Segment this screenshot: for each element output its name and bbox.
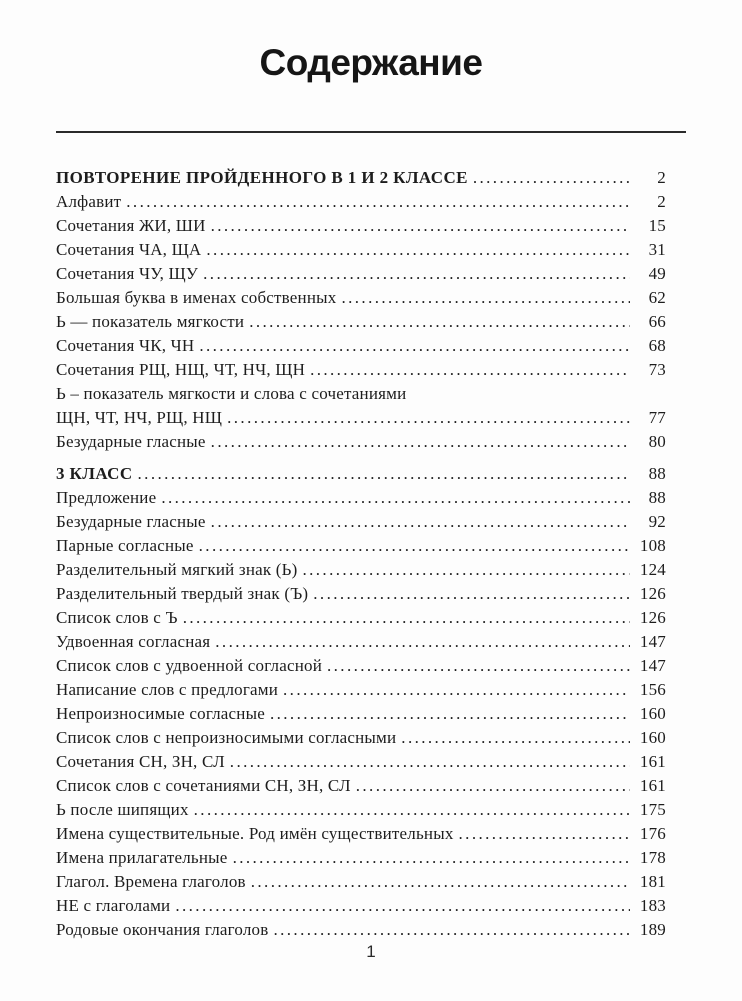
toc-entry-page: 147 xyxy=(639,631,666,651)
toc-row xyxy=(56,750,686,774)
dot-leader xyxy=(199,334,630,358)
toc-entry-title: Сочетания ЖИ, ШИ xyxy=(56,215,206,235)
toc-row xyxy=(56,846,686,870)
toc-row xyxy=(56,334,686,358)
dot-leader xyxy=(459,822,630,846)
dot-leader xyxy=(211,214,630,238)
toc-entry-title: Список слов с сочетаниями СН, ЗН, СЛ xyxy=(56,775,351,795)
dot-leader xyxy=(401,726,630,750)
toc-entry-page: 161 xyxy=(639,751,666,771)
toc-entry-page: 183 xyxy=(639,895,666,915)
toc-entry-title: Глагол. Времена глаголов xyxy=(56,871,246,891)
toc-entry-page: 2 xyxy=(657,167,666,187)
dot-leader xyxy=(283,678,630,702)
toc-row xyxy=(56,486,686,510)
toc-entry-title: Парные согласные xyxy=(56,535,194,555)
toc-entry-page: 15 xyxy=(648,215,666,235)
toc-row xyxy=(56,358,686,382)
toc-heading-row xyxy=(56,462,686,486)
toc-entry-title: Список слов с Ъ xyxy=(56,607,178,627)
toc-entry-page: 88 xyxy=(648,463,666,483)
dot-leader xyxy=(327,654,630,678)
toc-row xyxy=(56,774,686,798)
toc-row xyxy=(56,582,686,606)
toc-row xyxy=(56,238,686,262)
toc-entry-title: Имена существительные. Род имён существительных xyxy=(56,823,454,843)
table-of-contents xyxy=(56,166,686,942)
toc-entry-title: Алфавит xyxy=(56,191,122,211)
toc-row xyxy=(56,870,686,894)
dot-leader xyxy=(175,894,630,918)
toc-row xyxy=(56,654,686,678)
toc-entry-page: 73 xyxy=(648,359,666,379)
toc-entry-page: 62 xyxy=(648,287,666,307)
dot-leader xyxy=(161,486,630,510)
toc-row xyxy=(56,822,686,846)
toc-heading-row xyxy=(56,166,686,190)
toc-entry-page: 189 xyxy=(639,919,666,939)
toc-entry-page: 49 xyxy=(648,263,666,283)
page-number-footer: 1 xyxy=(366,941,376,961)
toc-entry-title: Разделительный твердый знак (Ъ) xyxy=(56,583,309,603)
toc-entry-title: Ь — показатель мягкости xyxy=(56,311,245,331)
toc-entry-page: 175 xyxy=(639,799,666,819)
toc-row xyxy=(56,382,686,406)
title-divider xyxy=(56,131,686,133)
toc-entry-title: Список слов с удвоенной согласной xyxy=(56,655,322,675)
toc-entry-page: 2 xyxy=(657,191,666,211)
dot-leader xyxy=(194,798,630,822)
dot-leader xyxy=(199,534,630,558)
toc-row xyxy=(56,630,686,654)
dot-leader xyxy=(313,582,630,606)
toc-entry-title: Написание слов с предлогами xyxy=(56,679,279,699)
toc-entry-page: 77 xyxy=(648,407,666,427)
page-title: Содержание xyxy=(259,42,483,83)
toc-entry-title: Разделительный мягкий знак (Ь) xyxy=(56,559,298,579)
toc-entry-page: 181 xyxy=(639,871,666,891)
toc-row xyxy=(56,702,686,726)
toc-entry-page: 31 xyxy=(648,239,666,259)
toc-row xyxy=(56,406,686,430)
toc-entry-page: 92 xyxy=(648,511,666,531)
dot-leader xyxy=(356,774,630,798)
toc-row xyxy=(56,894,686,918)
dot-leader xyxy=(473,166,630,190)
dot-leader xyxy=(211,430,630,454)
dot-leader xyxy=(126,190,630,214)
toc-row xyxy=(56,262,686,286)
toc-row xyxy=(56,510,686,534)
toc-entry-title: Список слов с непроизносимыми согласными xyxy=(56,727,397,747)
dot-leader xyxy=(183,606,630,630)
toc-entry-page: 156 xyxy=(639,679,666,699)
dot-leader xyxy=(270,702,630,726)
toc-entry-page: 126 xyxy=(639,607,666,627)
dot-leader xyxy=(138,462,630,486)
dot-leader xyxy=(310,358,630,382)
toc-entry-title: Безударные гласные xyxy=(56,431,206,451)
toc-entry-page: 80 xyxy=(648,431,666,451)
toc-row xyxy=(56,558,686,582)
toc-entry-page: 160 xyxy=(639,703,666,723)
toc-entry-page: 161 xyxy=(639,775,666,795)
toc-entry-title: Имена прилагательные xyxy=(56,847,228,867)
toc-row xyxy=(56,286,686,310)
dot-leader xyxy=(249,310,630,334)
toc-entry-page: 160 xyxy=(639,727,666,747)
toc-entry-title: ЩН, ЧТ, НЧ, РЩ, НЩ xyxy=(56,407,223,427)
toc-entry-title: Ь после шипящих xyxy=(56,799,189,819)
dot-leader xyxy=(227,406,630,430)
toc-entry-title: Предложение xyxy=(56,487,157,507)
toc-entry-page: 178 xyxy=(639,847,666,867)
toc-row xyxy=(56,534,686,558)
toc-row xyxy=(56,430,686,454)
toc-row xyxy=(56,310,686,334)
toc-entry-page: 124 xyxy=(639,559,666,579)
dot-leader xyxy=(273,918,630,942)
toc-entry-page: 68 xyxy=(648,335,666,355)
toc-entry-title: Удвоенная согласная xyxy=(56,631,211,651)
dot-leader xyxy=(341,286,630,310)
toc-row xyxy=(56,214,686,238)
toc-entry-title: Сочетания СН, ЗН, СЛ xyxy=(56,751,225,771)
toc-entry-title: Большая буква в именах собственных xyxy=(56,287,337,307)
dot-leader xyxy=(302,558,630,582)
dot-leader xyxy=(233,846,630,870)
toc-entry-title: Сочетания РЩ, НЩ, ЧТ, НЧ, ЩН xyxy=(56,359,306,379)
toc-row xyxy=(56,606,686,630)
toc-entry-page: 176 xyxy=(639,823,666,843)
toc-entry-title: Непроизносимые согласные xyxy=(56,703,265,723)
toc-entry-title: 3 КЛАСС xyxy=(56,463,133,483)
toc-entry-title: Родовые окончания глаголов xyxy=(56,919,269,939)
toc-row xyxy=(56,678,686,702)
toc-entry-title: Безударные гласные xyxy=(56,511,206,531)
toc-entry-page: 88 xyxy=(648,487,666,507)
dot-leader xyxy=(206,238,630,262)
dot-leader xyxy=(251,870,630,894)
toc-entry-title: Ь – показатель мягкости и слова с сочетаниями xyxy=(56,383,407,403)
toc-row xyxy=(56,918,686,942)
toc-entry-page: 147 xyxy=(639,655,666,675)
toc-entry-page: 66 xyxy=(648,311,666,331)
dot-leader xyxy=(230,750,630,774)
toc-entry-title: НЕ с глаголами xyxy=(56,895,171,915)
toc-entry-title: ПОВТОРЕНИЕ ПРОЙДЕННОГО В 1 И 2 КЛАССЕ xyxy=(56,167,468,187)
dot-leader xyxy=(211,510,630,534)
toc-entry-title: Сочетания ЧК, ЧН xyxy=(56,335,195,355)
dot-leader xyxy=(215,630,630,654)
toc-row xyxy=(56,798,686,822)
toc-entry-page: 126 xyxy=(639,583,666,603)
toc-entry-page: 108 xyxy=(639,535,666,555)
dot-leader xyxy=(203,262,630,286)
toc-row xyxy=(56,190,686,214)
toc-row xyxy=(56,726,686,750)
toc-entry-title: Сочетания ЧА, ЩА xyxy=(56,239,202,259)
toc-entry-title: Сочетания ЧУ, ЩУ xyxy=(56,263,199,283)
